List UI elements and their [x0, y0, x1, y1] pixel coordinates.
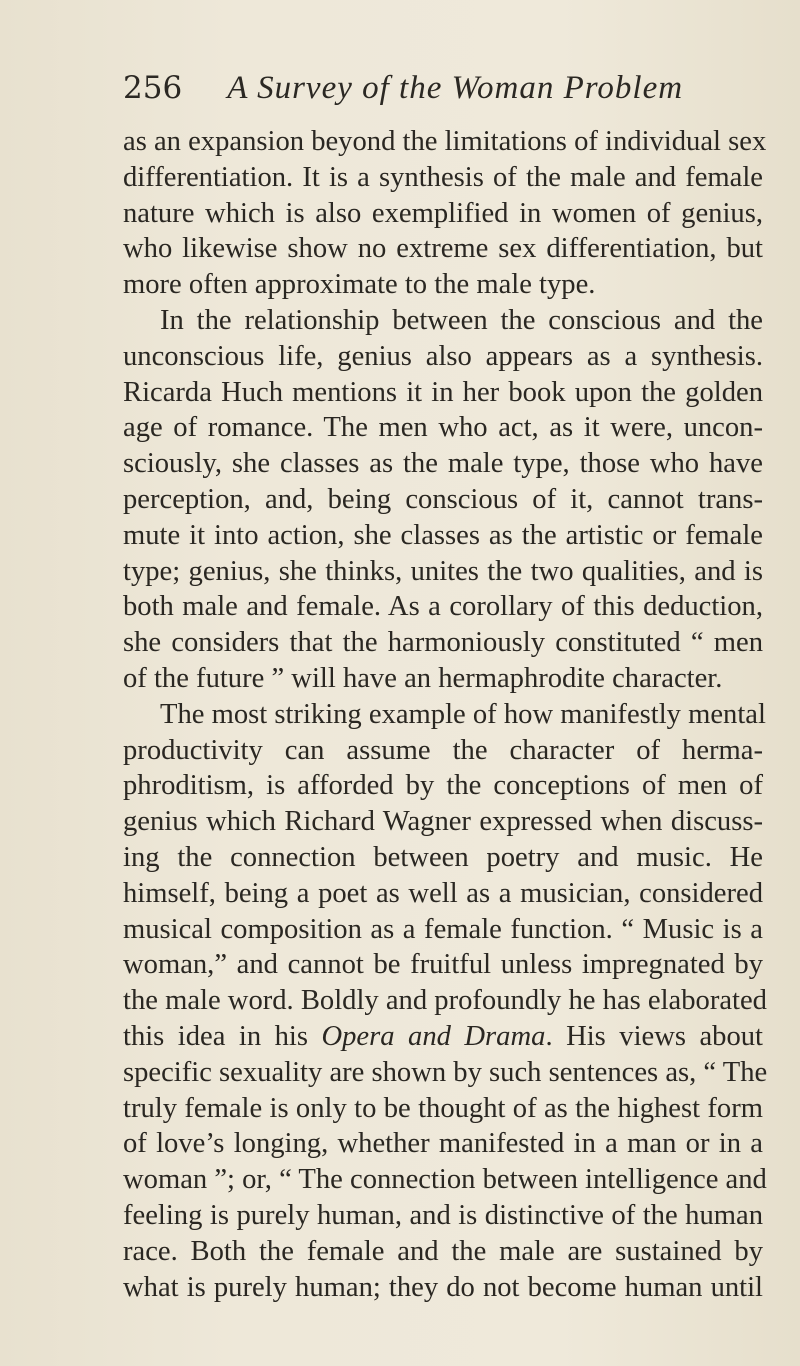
- text-line: the male word. Boldly and profoundly he has elaborated: [123, 985, 767, 1017]
- text-line: this idea in his Opera and Drama. His views about: [123, 1020, 763, 1052]
- text-line: as an expansion beyond the limitations of individual sex: [123, 126, 767, 157]
- text-line: phroditism, is afforded by the conceptions of men of: [123, 770, 763, 802]
- text-line: specific sexuality are shown by such sentences as, “ The: [123, 1056, 768, 1088]
- text-line: In the relationship between the conscious and the: [160, 304, 763, 336]
- text-line: The most striking example of how manifestly mental: [160, 698, 766, 730]
- text-line: ing the connection between poetry and music. He: [123, 841, 763, 873]
- running-head: [123, 70, 763, 107]
- text-line: differentiation. It is a synthesis of the male and female: [123, 161, 763, 193]
- text-line: sciously, she classes as the male type, those who have: [123, 448, 763, 480]
- text-line: genius which Richard Wagner expressed when discuss-: [123, 806, 763, 838]
- text-line: more often approximate to the male type.: [123, 269, 596, 301]
- page-number: 256: [123, 70, 183, 106]
- body-text: [123, 124, 768, 1305]
- text-line: woman ”; or, “ The connection between intelligence and: [123, 1164, 767, 1196]
- text-line: who likewise show no extreme sex differentiation, but: [123, 233, 763, 265]
- text-line: of love’s longing, whether manifested in a man or in a: [123, 1128, 763, 1160]
- text-line: productivity can assume the character of herma-: [123, 734, 763, 766]
- italic-title: Opera and Drama: [321, 1020, 546, 1052]
- text-line: truly female is only to be thought of as the highest form: [123, 1092, 763, 1124]
- text-line: she considers that the harmoniously constituted “ men: [123, 627, 763, 659]
- text-line: feeling is purely human, and is distinctive of the human: [123, 1199, 763, 1231]
- text-line: race. Both the female and the male are sustained by: [123, 1235, 763, 1267]
- text-line: of the future ” will have an hermaphrodite character.: [123, 662, 723, 694]
- text-line: Ricarda Huch mentions it in her book upon the golden: [123, 376, 763, 408]
- text-line: perception, and, being conscious of it, cannot trans-: [123, 483, 763, 515]
- text-line: unconscious life, genius also appears as a synthesis.: [123, 340, 763, 372]
- text-line: nature which is also exemplified in women of genius,: [123, 197, 763, 229]
- text-line: both male and female. As a corollary of this deduction,: [123, 591, 763, 623]
- text-line: mute it into action, she classes as the artistic or female: [123, 519, 763, 551]
- text-line: type; genius, she thinks, unites the two qualities, and is: [123, 555, 763, 587]
- text-line: himself, being a poet as well as a musician, considered: [123, 877, 763, 909]
- text-line: musical composition as a female function. “ Music is a: [123, 913, 763, 945]
- text-line: age of romance. The men who act, as it were, uncon-: [123, 412, 763, 444]
- text-line: what is purely human; they do not become human until: [123, 1271, 763, 1303]
- running-title: A Survey of the Woman Problem: [227, 70, 684, 106]
- text-line: woman,” and cannot be fruitful unless impregnated by: [123, 949, 763, 981]
